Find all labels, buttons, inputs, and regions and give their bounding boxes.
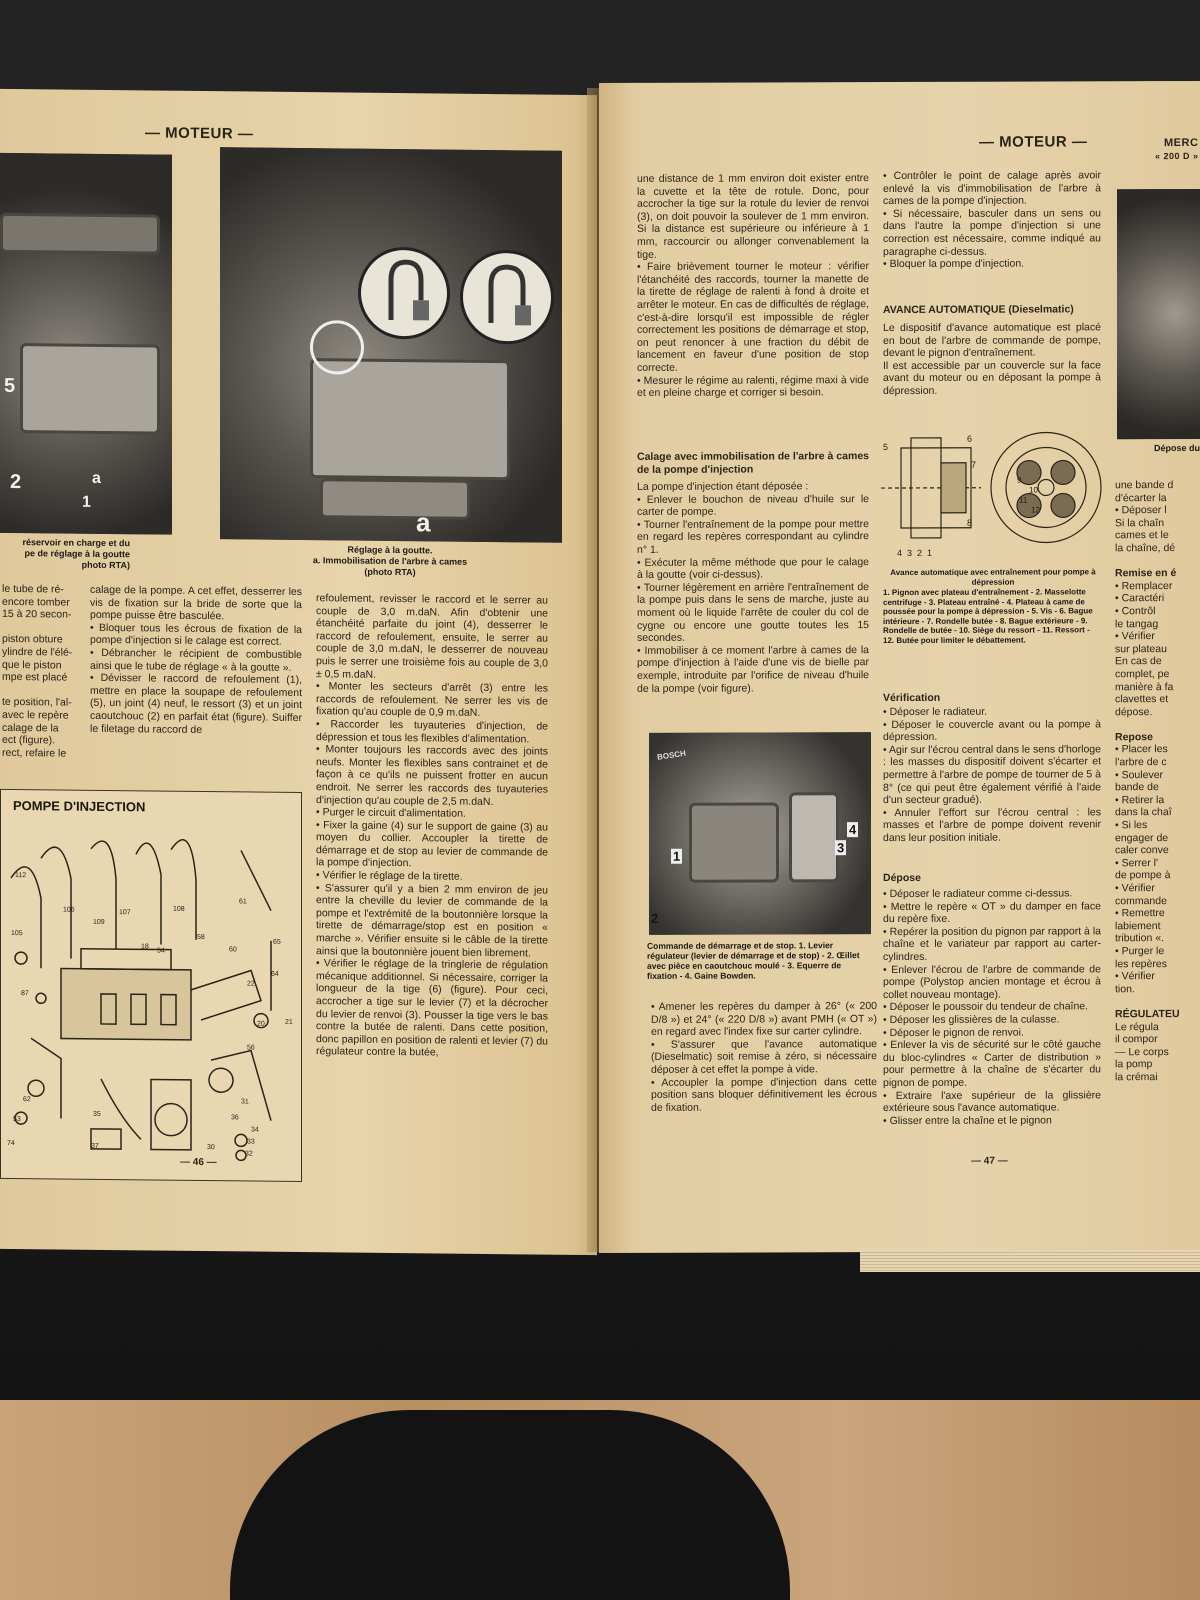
depose-text: • Déposer le radiateur comme ci-dessus. • Mettre le repère « OT » du damper en face du repère fixe. • Repérer la position du pignon par rapport à la chaîne et le variateur par rapport au carter-cylindres. • Enlever l'écrou de l'arbre de commande de pompe (Polystop ancien montage et écrou à collet nouveau montage). • Déposer le poussoir du tendeur de chaîne. • Déposer les glissières de la culasse. • Déposer le pignon de renvoi. • Enlever la vis de sécurité sur le côté gauche du bloc-cylindres « Carter de distribution » pour permettre à la chaîne de s'écarter du pignon de pompe. • Extraire l'axe supérieur de la glissière extérieure sous l'avance automatique. • Glisser entre la chaîne et le pignon — [883, 887, 1101, 1127]
callout-3: 3 — [837, 840, 845, 856]
leg-shadow — [230, 1410, 790, 1600]
left-page — [0, 89, 597, 1255]
figure-caption-title: Avance automatique avec entraînement pour pompe à dépression — [890, 567, 1096, 587]
inset-ring — [310, 320, 364, 375]
photo1-caption: réservoir en charge et du pe de réglage à la goutte photo RTA) — [22, 537, 130, 571]
verification-heading: Vérification — [883, 691, 941, 705]
page-edges — [860, 1250, 1200, 1272]
drip-adjustment-photo — [220, 147, 562, 543]
inset-circle-1 — [358, 247, 450, 340]
avance-heading: AVANCE AUTOMATIQUE (Dieselmatic) — [883, 303, 1074, 317]
inset-circle-2 — [460, 250, 554, 345]
right-text-col-2b: Le dispositif d'avance automatique est placé en bout de l'arbre de commande de pompe, devant le pignon d'entraînement. Il est accessible par un couvercle sur la face avant du moteur ou en déposant la pompe à dépression. — [883, 321, 1101, 398]
callout-1: 1 — [673, 848, 681, 864]
depose-heading: Dépose — [883, 871, 921, 885]
injection-pump-diagram: POMPE D'INJECTION 112 106 109 107 108 61 105 18 54 58 60 65 64 22 20 21 87 56 31 36 34 33 32 35 37 30 62 53 74 — [0, 789, 302, 1182]
left-text-col-3: refoulement, revisser le raccord et le serrer au couple de 3,0 m.daN. Afin d'obtenir une étanchéité parfaite du joint (4), desserrer le raccord de refoulement, ensuite, le serrer au couple de 3,0 m.daN, le desserrer de nouveau puis le serrer une troisième fois au couple de 3,0 ± 0,5 m.daN. • Monter les secteurs d'arrêt (3) entre les raccords de refoulement. Ne serrer les vis de fixation qu'au couple de 0,9 m.daN. • Raccorder les tuyauteries d'injection, de dépression et tous les flexibles d'alimentation. • Monter toujours les raccords avec des joints neufs. Monter les flexibles sans contrainet et de façon à ce qu'ils ne puissent frotter en aucun endroit. Ne serrer les raccords des tuyauteries d'injection qu'au couple de 2,5 m.daN. • Purger le circuit d'alimentation. • Fixer la gaine (4) sur le support de gaine (3) au moyen du collier. Accoupler la tirette de démarrage et de stop au levier de commande de la pompe d'injection. • Vérifier le réglage de la tirette. • S'assurer qu'il y a bien 2 mm environ de jeu entre la cheville du levier de commande de la pompe et l'extrémité de la boutonnière lorsque la tirette de démarrage/stop est en position « marche ». Vérifier ensuite si le câble de la tirette ainsi que la boutonnière jouent bien librement. • Vérifier le réglage de la tringlerie de régulation mécanique additionnel. Si nécessaire, corriger la longueur de la tige (6) (figure). Pour ceci, accrocher a tige sur le levier (7) et la décrocher du levier de renvoi (3). Pousser la tige vers le bas contre la butée de ralenti. Dans cette position, donc papillon en position de ralenti et levier (7) du régulateur contre la butée, — [316, 592, 548, 1059]
callout-1: 1 — [82, 493, 91, 511]
photo2-caption: Réglage à la goutte. a. Immobilisation de l'arbre à cames (photo RTA) — [312, 544, 468, 578]
right-text-col-3: une bande d d'écarter la • Déposer l Si la chaîn cames et le la chaîne, dé Remise en é • Remplacer • Caractéri • Contrôl le tangag • Vérifier sur plateau En cas de complet, pe manière à fa clavettes et dépose. Repose • Placer les l'arbre de c • Soulever bande de • Retirer la dans la chaî • Si les engager de caler conve • Serrer l' de pompe à • Vérifier commande • Remettre labiement tribution «. • Purger le les repères • Vérifier tion. RÉGULATEU Le régula il compor — Le corps la pomp la crémai — [1115, 479, 1180, 1084]
figure-caption: 1. Pignon avec plateau d'entraînement - 2. Masselotte centrifuge - 3. Plateau entraîné - 4. Plateau à came de poussée pour la pompe à dépression - 5. Vis - 6. Bague intérieure - 7. Rondelle butée - 8. Bague extérieure - 9. Rondelle de butée - 10. Siège du ressort - 11. Ressort - 12. Butée pour limiter le débattement. — [883, 587, 1093, 645]
right-page: — MOTEUR — MERC « 200 D » une distance de 1 mm environ doit exister entre la cuvette et la tête de rotule. Donc, pour accrocher la tige sur la rotule du levier de renvoi (3), on doit pouvoir la soulever de 1 mm environ. Si la distance est supérieure ou inférieure à 1 mm, raccourcir ou allonger convenablement la tige. • Faire brièvement tourner le moteur : vérifier l'étanchéité des raccords, tourner la manette de la tirette de réglage de ralenti à fond à droite et arrêter le moteur. En cas de difficultés de réglage, c'est-à-dire lorsqu'il est impossible de régler correctement les positions de démarrage et stop, on peut renoncer à une fraction du débit de lancement en faveur d'une position de stop correcte. • Mesurer le régime au ralenti, régime maxi à vide et en pleine charge et corriger si besoin. Calage avec immobilisation de l'arbre à cames de la pompe d'injection La pompe d'injection étant déposée : • Enlever le bouchon de niveau d'huile sur le carter de pompe. • Tourner l'entraînement de la pompe pour mettre en regard les repères correspondant au cylindre n° 1. • Exécuter la même méthode que pour le calage à la goutte (voir ci-dessus). • Tourner légèrement en arrière l'entraînement de la pompe puis dans le sens de marche, juste au moment où le liquide l'arrête de couler du col de cygne ou encore une goutte toutes les 15 secondes. • Immobiliser à ce moment l'arbre à cames de la pompe d'injection à l'aide d'une vis de bielle par exemple, introduite par l'orifice de niveau d'huile de la pompe (voir figure). BOSCH 1 2 3 4 Commande de démarrage et de stop. 1. Levier régulateur (levier de démarrage et de stop) - 2. Œillet avec pièce en caoutchouc moulé - 3. Equerre de fixation - 4. Gaine Bowden. • Amener les repères du damper à 26° (« 200 D/8 ») et 24° (« 220 D/8 ») avant PMH (« OT ») en regard avec l'index fixe sur carter cylindre. • S'assurer que l'avance automatique (Dieselmatic) soit remise à zéro, si nécessaire déposer à cet effet la pompe à vide. • Accoupler la pompe d'injection dans cette position sans bloquer définitivement les écrous de fixation. • Contrôler le point de calage après avoir enlevé la vis d'immobilisation de l'arbre à cames de la pompe d'injection. • Si nécessaire, basculer dans un sens ou dans l'autre la pompe d'injection si une correction est nécessaire, comme indiqué au paragraphe ci-dessus. • Bloquer la pompe d'injection. AVANCE AUTOMATIQUE (Dieselmatic) Le dispositif d'avance automatique est placé en bout de l'arbre de commande de pompe, devant le pignon d'entraînement. Il est accessible par un couvercle sur la face avant du moteur ou en déposant la pompe à dépression. 5 6 7 8 4 3 2 1 9 10 11 12 Avance automatique avec entraînement pour pompe à dépression 1. Pignon avec plateau d'entraînement - 2. Masselotte centrifuge - 3. Plateau entraîné - 4. Plateau à came de poussée pour la pompe à dépression - 5. Vis - 6. Bague intérieure - 7. Rondelle butée - 8. Bague extérieure - 9. Rondelle de butée - 10. Siège du ressort - 11. Ressort - 12. Butée pour limiter le débattement. Vérification • Déposer le radiateur. • Déposer le couvercle avant ou la pompe à dépression. • Agir sur l'écrou central dans le sens d'horloge : les masses du dispositif doivent s'écarter et permettre à l'arbre de pompe de tourner de 5 à 8° (ce qui peut être également vérifié à l'aide d'un secteur gradué). • Annuler l'effort sur l'écrou central : les masses et l'arbre de pompe doivent revenir dans leur position initiale. Dépose • Déposer le radiateur comme ci-dessus. • Mettre le repère « OT » du damper en face du repère fixe. • Repérer la position du pignon par rapport à la chaîne et le variateur par rapport au carter-cylindres. • Enlever l'écrou de l'arbre de commande de pompe (Polystop ancien montage et écrou à collet nouveau montage). • Déposer le poussoir du tendeur de chaîne. • Déposer les glissières de la culasse. • Déposer le pignon de renvoi. • Enlever la vis de sécurité sur le côté gauche du bloc-cylindres « Carter de distribution » pour permettre à la chaîne de s'écarter du pignon de pompe. • Extraire l'axe supérieur de la glissière extérieure sous l'avance automatique. • Glisser entre la chaîne et le pignon Dépose du une bande d d'écarter la • Déposer l Si la chaîn cames et le la chaîne, dé Remise en é • Remplacer • Caractéri • Contrôl le tangag • Vérifier sur plateau En cas de complet, pe manière à fa clavettes et dépose. Repose • Placer les l'arbre de c • Soulever bande de • Retirer la dans la chaî • Si les engager de caler conve • Serrer l' de pompe à • Vérifier commande • Remettre labiement tribution «. • Purger le les repères • Vérifier tion. RÉGULATEU Le régula il compor — Le corps la pomp la crémai — 47 — — [599, 81, 1200, 1253]
right-text-col-1: une distance de 1 mm environ doit exister entre la cuvette et la tête de rotule. Donc, pour accrocher la tige sur la rotule du levier de renvoi (3), on doit pouvoir la soulever de 1 mm environ. Si la distance est supérieure ou inférieure à 1 mm, raccourcir ou allonger convenablement la tige. • Faire brièvement tourner le moteur : vérifier l'étanchéité des raccords, tourner la manette de la tirette de réglage de ralenti à fond à droite et arrêter le moteur. En cas de difficultés de réglage, c'est-à-dire lorsqu'il est impossible de régler correctement les positions de démarrage et stop, on peut renoncer à une fraction du débit de lancement en faveur d'une position de stop correcte. • Mesurer le régime au ralenti, régime maxi à vide et en pleine charge et corriger si besoin. — [637, 172, 869, 400]
callout-5: 5 — [4, 374, 16, 398]
left-running-head: — MOTEUR — — [145, 124, 254, 143]
col3-caption: Dépose du — [1153, 442, 1200, 454]
right-running-head-3: « 200 D » — [1155, 150, 1199, 162]
callout-a-large: a — [416, 507, 431, 538]
right-running-head-2: MERC — [1164, 136, 1199, 150]
left-text-col-1: le tube de ré- encore tomber 15 à 20 secon- piston obture ylindre de l'élé- que le piston mpe est placé te position, l'al- avec le repère calage de la ect (figure). rect, refaire le — [2, 582, 73, 760]
advance-mechanism-figure — [881, 427, 1107, 558]
chain-photo-cropped — [1117, 189, 1200, 439]
right-page-number: — 47 — — [971, 1155, 1008, 1167]
diagram-title: POMPE D'INJECTION — [13, 798, 146, 815]
engine-photo-left — [0, 153, 172, 535]
verification-text: • Déposer le radiateur. • Déposer le couvercle avant ou la pompe à dépression. • Agir sur l'écrou central dans le sens d'horloge : les masses du dispositif doivent s'écarter et permettre à l'arbre de pompe de tourner de 5 à 8° (ce qui peut être également vérifié à l'aide d'un secteur gradué). • Annuler l'effort sur l'écrou central : les masses et l'arbre de pompe doivent revenir dans leur position initiale. — [883, 705, 1101, 844]
calage-heading: Calage avec immobilisation de l'arbre à cames de la pompe d'injection — [637, 450, 869, 476]
left-text-col-2: calage de la pompe. A cet effet, desserrer les vis de fixation sur la bride de sorte que la pompe puisse être basculée. • Bloquer tous les écrous de fixation de la pompe d'injection si le calage est correct. • Débrancher le récipient de combustible ainsi que le tube de réglage « à la goutte ». • Dévisser le raccord de refoulement (1), mettre en place la soupape de refoulement (5), un joint (4) neuf, le ressort (3) et un joint caoutchouc (2) en parfait état (figure). Suiffer le filetage du raccord de — [90, 583, 302, 736]
right-running-head: — MOTEUR — — [979, 133, 1088, 151]
bosch-label: BOSCH — [656, 748, 687, 762]
right-text-col-2: • Contrôler le point de calage après avoir enlevé la vis d'immobilisation de l'arbre à cames de la pompe d'injection. • Si nécessaire, basculer dans un sens ou dans l'autre la pompe d'injection si une correction est nécessaire, comme indiqué au paragraphe ci-dessus. • Bloquer la pompe d'injection. — [883, 169, 1101, 271]
callout-a: a — [92, 469, 101, 487]
right-text-col-1b: La pompe d'injection étant déposée : • Enlever le bouchon de niveau d'huile sur le carter de pompe. • Tourner l'entraînement de la pompe pour mettre en regard les repères correspondant au cylindre n° 1. • Exécuter la même méthode que pour le calage à la goutte (voir ci-dessus). • Tourner légèrement en arrière l'entraînement de la pompe puis dans le sens de marche, juste au moment où le liquide l'arrête de couler du col de cygne ou encore une goutte toutes les 15 secondes. • Immobiliser à ce moment l'arbre à cames de la pompe d'injection à l'aide d'une vis de bielle par exemple, introduite par l'orifice de niveau d'huile de la pompe (voir figure). — [637, 480, 869, 695]
photo3-caption: Commande de démarrage et de stop. 1. Levier régulateur (levier de démarrage et de stop) - 2. Œillet avec pièce en caoutchouc moulé - 3. Equerre de fixation - 4. Gaine Bowden. — [647, 940, 860, 981]
callout-4: 4 — [849, 822, 857, 838]
start-stop-control-photo — [649, 732, 871, 935]
left-page-number: — 46 — — [180, 1156, 217, 1169]
right-text-col-1c: • Amener les repères du damper à 26° (« 200 D/8 ») et 24° (« 220 D/8 ») avant PMH (« OT ») en regard avec l'index fixe sur carter cylindre. • S'assurer que l'avance automatique (Dieselmatic) soit remise à zéro, si nécessaire déposer à cet effet la pompe à vide. • Accoupler la pompe d'injection dans cette position sans bloquer définitivement les écrous de fixation. — [651, 1000, 877, 1114]
callout-2: 2 — [10, 470, 22, 494]
callout-2: 2 — [651, 910, 659, 926]
